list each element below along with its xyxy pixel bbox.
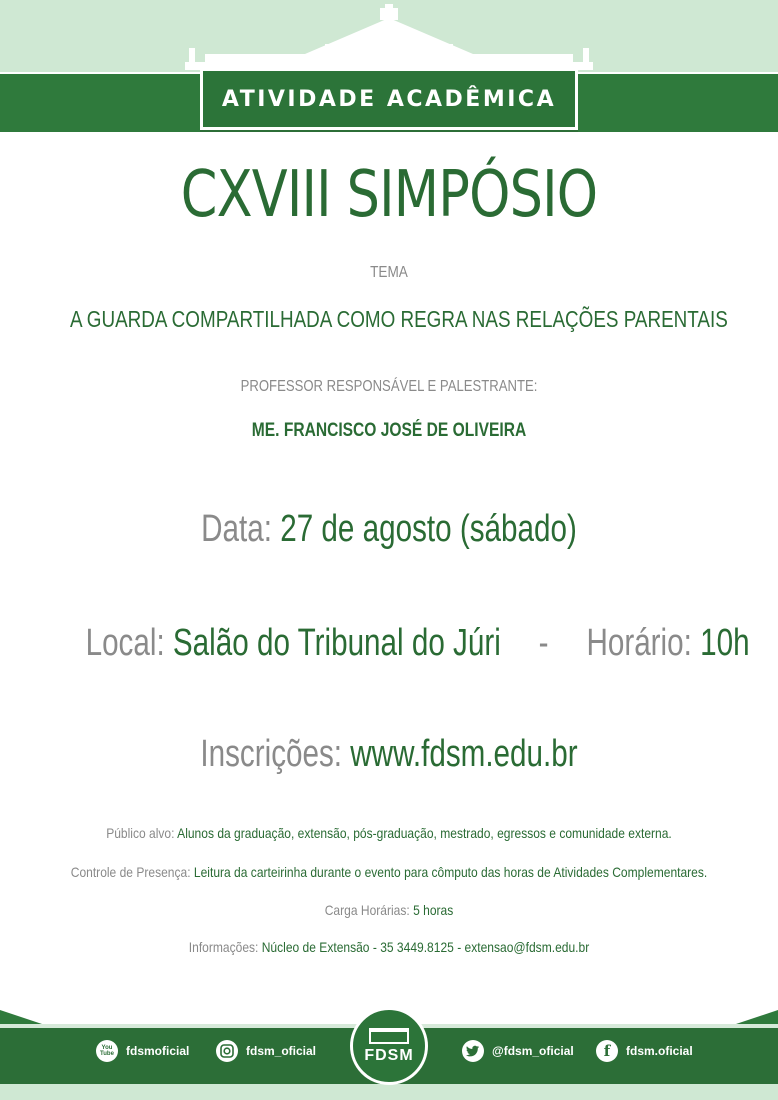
instagram-link[interactable] [216,1040,316,1062]
logo-building-icon [369,1028,409,1044]
instagram-icon [216,1040,238,1062]
time-label: Horário: [586,622,692,664]
publico-line [54,825,723,841]
date-value: 27 de agosto (sábado) [280,508,577,550]
twitter-handle: @fdsm_oficial [492,1044,574,1058]
logo-text: FDSM [364,1046,414,1064]
tema-label: TEMA [370,264,408,281]
facebook-link[interactable] [596,1040,693,1062]
carga-line [54,902,723,918]
controle-label: Controle de Presença: [70,864,191,880]
youtube-icon: You Tube [96,1040,118,1062]
inscricoes-label: Inscrições: [200,733,343,775]
inscricoes-line [86,733,693,776]
controle-line [54,864,723,880]
event-title: CXVIII SIMPÓSIO [180,158,598,232]
building-silhouette-icon [185,4,593,72]
info-value: Núcleo de Extensão - 35 3449.8125 - extensao@fdsm.edu.br [261,939,590,955]
date-label: Data: [201,508,272,550]
youtube-link[interactable] [96,1040,189,1062]
professor-name: ME. FRANCISCO JOSÉ DE OLIVEIRA [251,420,527,441]
info-label: Informações: [188,939,259,955]
tema-text: A GUARDA COMPARTILHADA COMO REGRA NAS RELAÇÕES PARENTAIS [70,306,728,332]
local-line [85,622,750,665]
instagram-handle: fdsm_oficial [246,1044,317,1058]
header-title-box [200,68,578,130]
header-label: ATIVIDADE ACADÊMICA [221,86,557,112]
carga-value: 5 horas [413,902,454,918]
twitter-bird-icon [462,1040,484,1062]
twitter-link[interactable] [462,1040,574,1062]
carga-label: Carga Horárias: [324,902,410,918]
local-value: Salão do Tribunal do Júri [172,622,501,664]
time-value: 10h [700,622,750,664]
info-line [54,939,723,955]
professor-label: PROFESSOR RESPONSÁVEL E PALESTRANTE: [240,378,538,395]
publico-value: Alunos da graduação, extensão, pós-graduação, mestrado, egressos e comunidade externa. [177,825,672,841]
facebook-icon: f [596,1040,618,1062]
local-label: Local: [85,622,165,664]
inscricoes-link[interactable]: www.fdsm.edu.br [350,733,578,775]
publico-label: Público alvo: [106,825,175,841]
separator: - [538,622,549,664]
controle-value: Leitura da carteirinha durante o evento para cômputo das horas de Atividades Complementares. [193,864,708,880]
bottom-strip [0,1084,778,1100]
fdsm-logo [350,1007,428,1085]
youtube-handle: fdsmoficial [126,1044,190,1058]
date-line [86,508,693,551]
facebook-handle: fdsm.oficial [626,1044,693,1058]
